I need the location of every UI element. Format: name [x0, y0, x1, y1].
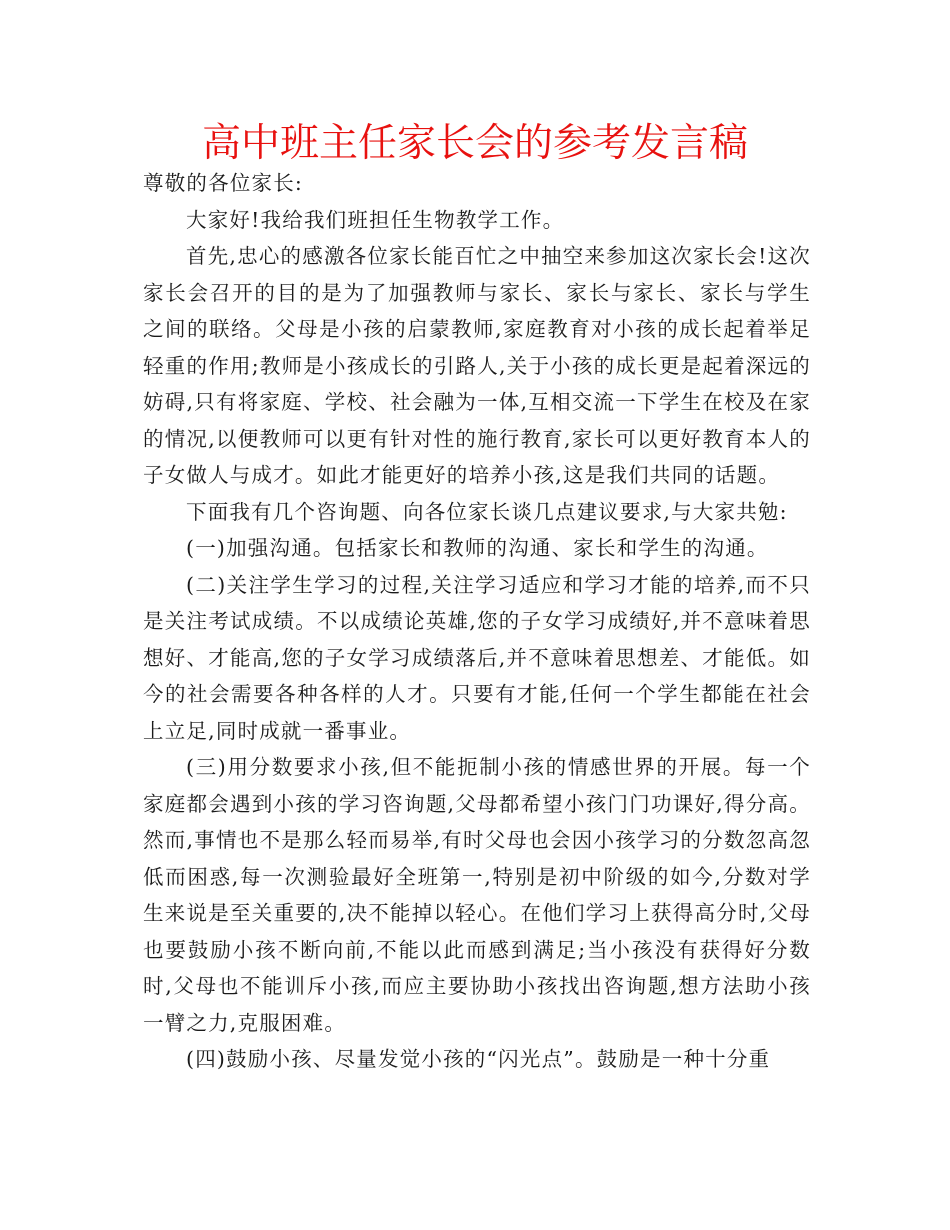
paragraph-point-2: (二)关注学生学习的过程,关注学习适应和学习才能的培养,而不只是关注考试成绩。不以成绩论英雄,您的子女学习成绩好,并不意味着思想好、才能高,您的子女学习成绩落后,并不意味着思想差、才能低。如今的社会需要各种各样的人才。只要有才能,任何一个学生都能在社会上立足,同时成就一番事业。 [143, 572, 811, 743]
salutation: 尊敬的各位家长: [143, 171, 304, 195]
paragraph-suggestions-lead: 下面我有几个咨询题、向各位家长谈几点建议要求,与大家共勉: [186, 499, 788, 524]
paragraph-greeting: 大家好!我给我们班担任生物教学工作。 [186, 207, 565, 232]
paragraph-intro: 首先,忠心的感激各位家长能百忙之中抽空来参加这次家长会!这次家长会召开的目的是为了加强教师与家长、家长与家长、家长与学生之间的联络。父母是小孩的启蒙教师,家庭教育对小孩的成长起着举足轻重的作用;教师是小孩成长的引路人,关于小孩的成长更是起着深远的妨碍,只有将家庭、学校、社会融为一体,互相交流一下学生在校及在家的情况,以便教师可以更有针对性的施行教育,家长可以更好教育本人的子女做人与成才。如此才能更好的培养小孩,这是我们共同的话题。 [143, 244, 811, 487]
paragraph-point-1: (一)加强沟通。包括家长和教师的沟通、家长和学生的沟通。 [186, 536, 769, 560]
paragraph-point-4: (四)鼓励小孩、尽量发觉小孩的“闪光点”。鼓励是一种十分重 [186, 1047, 771, 1071]
document-title: 高中班主任家长会的参考发言稿 [201, 121, 748, 166]
document-body [143, 165, 811, 1078]
paragraph-point-3: (三)用分数要求小孩,但不能扼制小孩的情感世界的开展。每一个家庭都会遇到小孩的学习咨询题,父母都希望小孩门门功课好,得分高。然而,事情也不是那么轻而易举,有时父母也会因小孩学习的分数忽高忽低而困惑,每一次测验最好全班第一,特别是初中阶级的如今,分数对学生来说是至关重要的,决不能掉以轻心。在他们学习上获得高分时,父母也要鼓励小孩不断向前,不能以此而感到满足;当小孩没有获得好分数时,父母也不能训斥小孩,而应主要协助小孩找出咨询题,想方法助小孩一臂之力,克服困难。 [143, 755, 811, 1035]
